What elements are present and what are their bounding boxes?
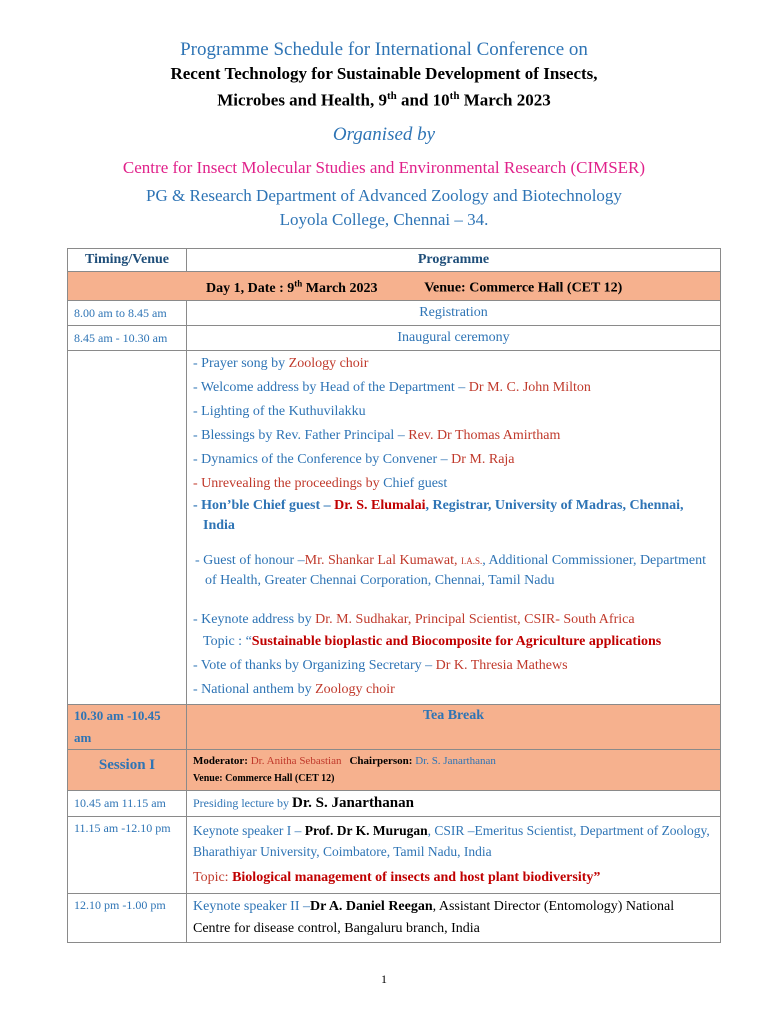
list-item: - Lighting of the Kuthuvilakku <box>193 403 366 419</box>
table-row <box>68 325 721 350</box>
inaugural-time: 8.45 am - 10.30 am <box>68 325 187 350</box>
list-item: - Prayer song by Zoology choir <box>193 355 369 371</box>
college-name: Loyola College, Chennai – 34. <box>279 209 489 229</box>
list-item: - National anthem by Zoology choir <box>193 681 395 697</box>
tea-time: 10.30 am -10.45 am <box>68 704 187 749</box>
tea-label: Tea Break <box>187 704 721 749</box>
day1-date: Day 1, Date : 9th March 2023 <box>206 278 378 296</box>
col-programme-header: Programme <box>187 249 721 272</box>
presiding-time: 10.45 am 11.15 am <box>68 790 187 816</box>
list-item: - Dynamics of the Conference by Convener – Dr M. Raja <box>193 451 515 467</box>
table-header-row <box>68 249 721 272</box>
title-line-3: Microbes and Health, 9th and 10th March 2023 <box>217 90 551 110</box>
registration-label: Registration <box>187 300 721 325</box>
session1-details: Moderator: Dr. Anitha Sebastian Chairperson: Dr. S. Janarthanan Venue: Commerce Hall (CET 12) <box>187 749 721 790</box>
registration-time: 8.00 am to 8.45 am <box>68 300 187 325</box>
title-line-1: Programme Schedule for International Conference on <box>180 39 588 60</box>
presiding-lecture: Presiding lecture by Dr. S. Janarthanan <box>187 790 721 816</box>
list-item: - Vote of thanks by Organizing Secretary – Dr K. Thresia Mathews <box>193 657 568 673</box>
list-item: - Guest of honour –Mr. Shankar Lal Kumawat, I.A.S., Additional Commissioner, Department of Health, Greater Chennai Corporation, Chennai, Tamil Nadu <box>195 552 707 588</box>
keynote1-details: Keynote speaker I – Prof. Dr K. Murugan, CSIR –Emeritus Scientist, Department of Zoology, Bharathiyar University, Coimbatore, Tamil Nadu, India Topic: Biological management of insects and host plant biodiversity” <box>187 816 721 893</box>
list-item: - Unrevealing the proceedings by Chief guest <box>193 475 448 491</box>
keynote2-details: Keynote speaker II –Dr A. Daniel Reegan, Assistant Director (Entomology) National Centre for disease control, Bangaluru branch, India <box>187 893 721 942</box>
table-row <box>68 893 721 942</box>
session1-label: Session I <box>68 749 187 790</box>
department-name: PG & Research Department of Advanced Zoology and Biotechnology <box>146 185 622 205</box>
list-item: - Hon’ble Chief guest – Dr. S. Elumalai, Registrar, University of Madras, Chennai, India <box>193 497 684 533</box>
keynote2-time: 12.10 pm -1.00 pm <box>68 893 187 942</box>
document-header <box>0 38 768 232</box>
day1-row <box>68 272 721 301</box>
inaugural-items <box>187 350 721 704</box>
session1-row <box>68 749 721 790</box>
page-number: 1 <box>381 972 387 986</box>
day1-venue: Venue: Commerce Hall (CET 12) <box>424 280 623 296</box>
table-row <box>68 350 721 704</box>
keynote1-time: 11.15 am -12.10 pm <box>68 816 187 893</box>
col-timing-header: Timing/Venue <box>68 249 187 272</box>
schedule-table <box>67 248 721 943</box>
centre-name: Centre for Insect Molecular Studies and Environmental Research (CIMSER) <box>122 157 646 177</box>
table-row <box>68 790 721 816</box>
list-item: - Welcome address by Head of the Department – Dr M. C. John Milton <box>193 379 591 395</box>
keynote-topic: Topic : “Sustainable bioplastic and Biocomposite for Agriculture applications <box>203 633 662 649</box>
title-line-2: Recent Technology for Sustainable Development of Insects, <box>170 64 598 83</box>
inaugural-label: Inaugural ceremony <box>187 325 721 350</box>
table-row <box>68 300 721 325</box>
table-row <box>68 816 721 893</box>
list-item: - Keynote address by Dr. M. Sudhakar, Principal Scientist, CSIR- South Africa <box>193 611 635 627</box>
tea-break-row <box>68 704 721 749</box>
organised-by: Organised by <box>332 123 436 145</box>
list-item: - Blessings by Rev. Father Principal – Rev. Dr Thomas Amirtham <box>193 427 561 443</box>
